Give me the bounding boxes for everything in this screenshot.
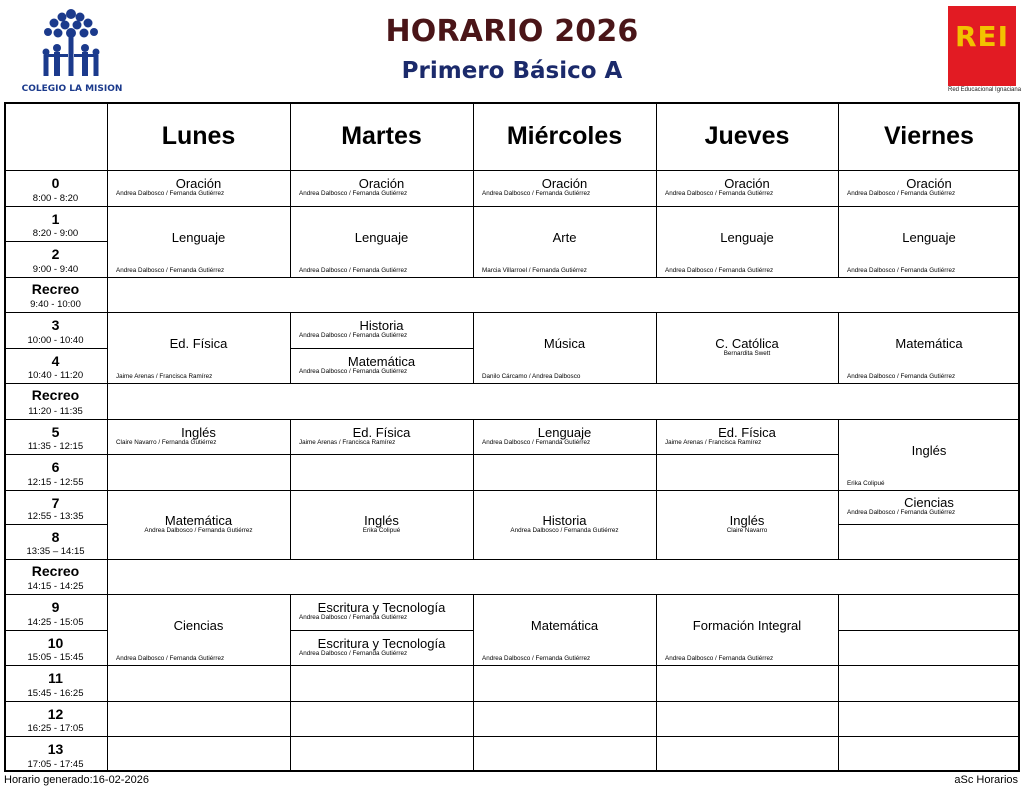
period-number: 5 <box>51 424 60 440</box>
lesson-teacher: Andrea Dalbosco / Fernanda Gutiérrez <box>299 614 408 621</box>
recreo-label: Recreo <box>31 387 80 403</box>
lesson-subject: Lenguaje <box>171 229 226 245</box>
schedule-grid <box>4 102 1020 772</box>
lesson-subject: Lenguaje <box>354 229 409 245</box>
lesson-subject: Ed. Física <box>718 424 776 440</box>
lesson-teacher: Marcia Villarroel / Fernanda Gutiérrez <box>482 267 587 274</box>
lesson-teacher: Jaime Arenas / Francisca Ramírez <box>116 373 213 380</box>
rei-logo <box>948 6 1022 93</box>
day-header-2: Martes <box>341 122 422 150</box>
lesson-subject: Historia <box>542 512 587 528</box>
lesson-teacher: Andrea Dalbosco / Fernanda Gutiérrez <box>144 526 253 534</box>
lesson-teacher: Andrea Dalbosco / Fernanda Gutiérrez <box>299 332 408 339</box>
lesson-subject: Lenguaje <box>720 229 774 245</box>
lesson-teacher: Andrea Dalbosco / Fernanda Gutiérrez <box>665 190 774 197</box>
lesson-teacher: Andrea Dalbosco / Fernanda Gutiérrez <box>847 190 956 197</box>
rei-logo-caption: Red Educacional Ignaciana <box>948 87 1022 93</box>
day-header-3: Miércoles <box>506 122 623 150</box>
lesson-teacher: Andrea Dalbosco / Fernanda Gutiérrez <box>116 190 225 197</box>
lesson-teacher: Erika Colipué <box>362 526 401 534</box>
day-header-5: Viernes <box>884 122 974 150</box>
page-title: HORARIO 2026 <box>385 14 639 49</box>
lesson-subject: Historia <box>359 318 404 333</box>
page-subtitle: Primero Básico A <box>401 58 623 84</box>
period-number: 2 <box>51 246 60 262</box>
lesson-subject: Ed. Física <box>169 335 228 351</box>
lesson-teacher: Claire Navarro <box>726 526 768 534</box>
software-credit: aSc Horarios <box>954 774 1018 786</box>
period-time: 14:25 - 15:05 <box>27 617 84 628</box>
lesson-teacher: Andrea Dalbosco / Fernanda Gutiérrez <box>665 655 774 662</box>
lesson-teacher: Andrea Dalbosco / Fernanda Gutiérrez <box>847 267 956 274</box>
lesson-teacher: Bernardita Swett <box>723 349 771 357</box>
period-number: 13 <box>47 741 64 757</box>
lesson-teacher: Andrea Dalbosco / Fernanda Gutiérrez <box>482 438 591 446</box>
lesson-teacher: Andrea Dalbosco / Fernanda Gutiérrez <box>299 190 408 197</box>
lesson-subject: Ed. Física <box>352 424 411 440</box>
rei-logo-text: REI <box>954 20 1010 53</box>
period-number: 8 <box>51 529 60 545</box>
lesson-teacher: Andrea Dalbosco / Fernanda Gutiérrez <box>510 526 619 534</box>
period-time: 11:35 - 12:15 <box>27 441 84 452</box>
lesson-teacher: Erika Colipué <box>847 480 885 487</box>
lesson-subject: Oración <box>724 176 770 191</box>
period-time: 15:45 - 16:25 <box>27 688 84 699</box>
lesson-subject: C. Católica <box>715 335 779 351</box>
period-time: 16:25 - 17:05 <box>27 723 84 734</box>
period-number: 6 <box>51 459 60 475</box>
lesson-subject: Lenguaje <box>537 424 592 440</box>
lesson-subject: Arte <box>552 229 577 245</box>
period-time: 15:05 - 15:45 <box>27 652 84 663</box>
period-number: 10 <box>47 635 64 651</box>
lesson-teacher: Andrea Dalbosco / Fernanda Gutiérrez <box>665 267 774 274</box>
period-time: 14:15 - 14:25 <box>27 581 84 592</box>
period-time: 12:15 - 12:55 <box>27 477 84 488</box>
period-number: 1 <box>51 211 60 227</box>
lesson-subject: Inglés <box>181 424 216 440</box>
recreo-label: Recreo <box>31 281 80 297</box>
lesson-subject: Lenguaje <box>902 229 956 245</box>
lesson-subject: Oración <box>906 176 952 191</box>
generated-date: Horario generado:16-02-2026 <box>4 774 149 786</box>
lesson-subject: Oración <box>358 176 405 191</box>
period-number: 11 <box>48 670 63 686</box>
day-header-4: Jueves <box>704 122 790 150</box>
day-header-1: Lunes <box>161 122 236 150</box>
lesson-teacher: Andrea Dalbosco / Fernanda Gutiérrez <box>299 367 408 375</box>
lesson-subject: Inglés <box>911 442 947 458</box>
period-number: 4 <box>51 353 60 369</box>
lesson-subject: Matemática <box>530 617 599 633</box>
period-time: 8:20 - 9:00 <box>32 228 79 239</box>
period-number: 9 <box>51 599 60 615</box>
period-number: 0 <box>51 175 60 191</box>
period-time: 10:00 - 10:40 <box>27 335 84 346</box>
lesson-teacher: Andrea Dalbosco / Fernanda Gutiérrez <box>847 509 956 516</box>
lesson-teacher: Jaime Arenas / Francisca Ramírez <box>299 438 396 446</box>
lesson-teacher: Jaime Arenas / Francisca Ramírez <box>665 438 762 446</box>
lesson-subject: Ciencias <box>904 495 954 510</box>
lesson-subject: Ciencias <box>173 617 224 633</box>
page-header <box>0 0 1024 102</box>
period-time: 8:00 - 8:20 <box>32 193 79 204</box>
lesson-teacher: Andrea Dalbosco / Fernanda Gutiérrez <box>847 373 956 380</box>
lesson-teacher: Danilo Cárcamo / Andrea Dalbosco <box>482 373 581 380</box>
period-time: 10:40 - 11:20 <box>27 370 84 381</box>
period-number: 7 <box>51 495 60 511</box>
lesson-subject: Matemática <box>164 512 233 528</box>
period-time: 17:05 - 17:45 <box>27 759 84 770</box>
period-time: 12:55 - 13:35 <box>27 511 84 522</box>
lesson-teacher: Claire Navarro / Fernanda Gutiérrez <box>116 438 217 446</box>
lesson-subject: Música <box>543 335 586 351</box>
lesson-subject: Oración <box>541 176 588 191</box>
period-time: 11:20 - 11:35 <box>28 406 83 417</box>
period-number: 12 <box>47 706 64 722</box>
school-name: COLEGIO LA MISION <box>21 84 123 94</box>
period-time: 13:35 – 14:15 <box>26 546 85 557</box>
lesson-subject: Escritura y Tecnología <box>317 635 446 651</box>
period-time: 9:00 - 9:40 <box>32 264 79 275</box>
period-time: 9:40 - 10:00 <box>30 299 81 310</box>
lesson-subject: Escritura y Tecnología <box>317 600 446 615</box>
lesson-teacher: Andrea Dalbosco / Fernanda Gutiérrez <box>116 655 225 662</box>
lesson-subject: Formación Integral <box>692 617 802 633</box>
period-number: 3 <box>51 317 60 333</box>
lesson-teacher: Andrea Dalbosco / Fernanda Gutiérrez <box>482 190 591 197</box>
lesson-subject: Matemática <box>895 335 963 351</box>
lesson-subject: Inglés <box>729 512 765 528</box>
lesson-subject: Inglés <box>364 512 399 528</box>
lesson-subject: Oración <box>175 176 222 191</box>
recreo-label: Recreo <box>31 563 80 579</box>
lesson-teacher: Andrea Dalbosco / Fernanda Gutiérrez <box>299 267 408 274</box>
lesson-teacher: Andrea Dalbosco / Fernanda Gutiérrez <box>299 649 408 657</box>
lesson-teacher: Andrea Dalbosco / Fernanda Gutiérrez <box>116 267 225 274</box>
lesson-teacher: Andrea Dalbosco / Fernanda Gutiérrez <box>482 655 591 662</box>
lesson-subject: Matemática <box>347 353 416 369</box>
